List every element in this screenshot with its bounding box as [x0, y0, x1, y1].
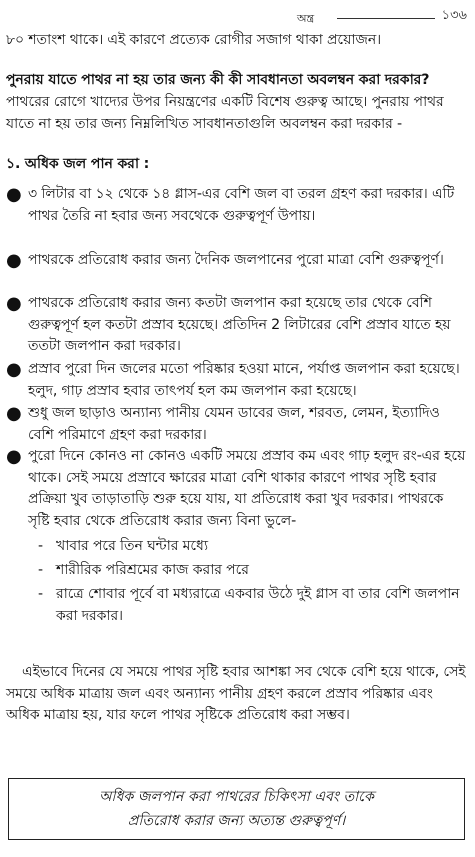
- section-heading: ১. অধিক জল পান করা :: [6, 156, 150, 172]
- boxed-note-line-2: প্রতিরোধ করার জন্য অত্যন্ত গুরুত্বপূর্ণ।: [127, 813, 346, 829]
- list-item-text: পুরো দিনে কোনও না কোনও একটি সময়ে প্রস্রাব কম এবং গাঢ় হলুদ রং-এর হয়ে থাকে। সেই সময়ে প্রস্রাবে ক্ষারের মাত্রা বেশি থাকার কারণে পাথর সৃষ্টি হবার প্রক্রিয়া খুব তাড়াতাড়ি শুরু হয়ে যায়, যা প্রতিরোধ করা খুব দরকার। পাথরকে সৃষ্টি হবার থেকে প্রতিরোধ করার জন্য বিনা ভুলে-: [28, 448, 466, 529]
- closing-paragraph: এইভাবে দিনের যে সময়ে পাথর সৃষ্টি হবার আশঙ্কা সব থেকে বেশি হয়ে থাকে, সেই সময়ে অধিক মাত্রায় জল এবং অন্যান্য পানীয় গ্রহণ করলে প্রস্রাব পরিষ্কার এবং অধিক মাত্রায় হয়, যার ফলে পাথর সৃষ্টিকে প্রতিরোধ করা সম্ভব।: [6, 664, 466, 723]
- boxed-note-line-1: অধিক জলপান করা পাথরের চিকিৎসা এবং তাকে: [99, 789, 374, 805]
- dash-icon: -: [38, 562, 44, 578]
- dash-icon: -: [38, 538, 44, 554]
- boxed-note: [8, 778, 465, 840]
- list-item-text: পাথরকে প্রতিরোধ করার জন্য কতটা জলপান করা হয়েছে তার থেকে বেশি গুরুত্বপূর্ণ হল কতটা প্রস্রাব হয়েছে। প্রতিদিন 2 লিটারের বেশি প্রস্রাব যাতে হয় ততটা জলপান করা দরকার।: [28, 295, 451, 354]
- list-item: [6, 184, 469, 227]
- bullet-icon: ●: [6, 403, 22, 424]
- page-number: ১৩৬: [441, 8, 467, 23]
- list-item: [6, 403, 469, 446]
- list-item: [6, 446, 469, 532]
- list-item: [6, 293, 469, 358]
- list-item: [6, 359, 469, 402]
- sub-list-item-text: খাবার পরে তিন ঘন্টার মধ্যে: [56, 538, 208, 554]
- question-heading: পুনরায় যাতে পাথর না হয় তার জন্য কী কী সাবধানতা অবলম্বন করা দরকার?: [6, 72, 430, 88]
- list-item-text: ৩ লিটার বা ১২ থেকে ১৪ গ্লাস-এর বেশি জল বা তরল গ্রহণ করা দরকার। এটি পাথর তৈরি না হবার জন্য সবথেকে গুরুত্বপূর্ণ উপায়।: [28, 186, 455, 224]
- sub-list-item: [38, 584, 469, 627]
- list-item-text: পাথরকে প্রতিরোধ করার জন্য দৈনিক জলপানের পুরো মাত্রা বেশি গুরুত্বপূর্ণ।: [28, 252, 444, 268]
- bullet-icon: ●: [6, 184, 22, 205]
- bullet-icon: ●: [6, 446, 22, 467]
- page-header: [297, 4, 467, 28]
- list-item-text: প্রস্রাব পুরো দিন জলের মতো পরিষ্কার হওয়া মানে, পর্যাপ্ত জলপান করা হয়েছে। হলুদ, গাঢ় প্রস্রাব হবার তাৎপর্য হল কম জলপান করা হয়েছে।: [28, 361, 460, 399]
- sub-list-item: [38, 560, 469, 582]
- top-line: ৮০ শতাংশ থাকে। এই কারণে প্রত্যেক রোগীর সজাগ থাকা প্রয়োজন।: [6, 32, 382, 48]
- bullet-icon: ●: [6, 359, 22, 380]
- bullet-icon: ●: [6, 293, 22, 314]
- running-title: অন্ত্র: [297, 12, 315, 25]
- sub-list-item-text: শারীরিক পরিশ্রমের কাজ করার পরে: [56, 562, 249, 578]
- list-item-text: শুধু জল ছাড়াও অন্যান্য পানীয় যেমন ডাবের জল, শরবত, লেমন, ইত্যাদিও বেশি পরিমাণে গ্রহণ করা দরকার।: [28, 405, 440, 443]
- sub-list-item: [38, 536, 469, 558]
- sub-list-item-text: রাত্রে শোবার পূর্বে বা মধ্যরাত্রে একবার উঠে দুই গ্লাস বা তার বেশি জলপান করা দরকার।: [56, 586, 460, 624]
- intro-paragraph: পাথরের রোগে খাদ্যের উপর নিয়ন্ত্রণের একটি বিশেষ গুরুত্ব আছে। পুনরায় পাথর যাতে না হয় তার জন্য নিম্নলিখিত সাবধানতাগুলি অবলম্বন করা দরকার -: [6, 94, 444, 132]
- header-rule: [337, 18, 435, 19]
- bullet-icon: ●: [6, 250, 22, 271]
- list-item: [6, 250, 469, 272]
- dash-icon: -: [38, 586, 44, 602]
